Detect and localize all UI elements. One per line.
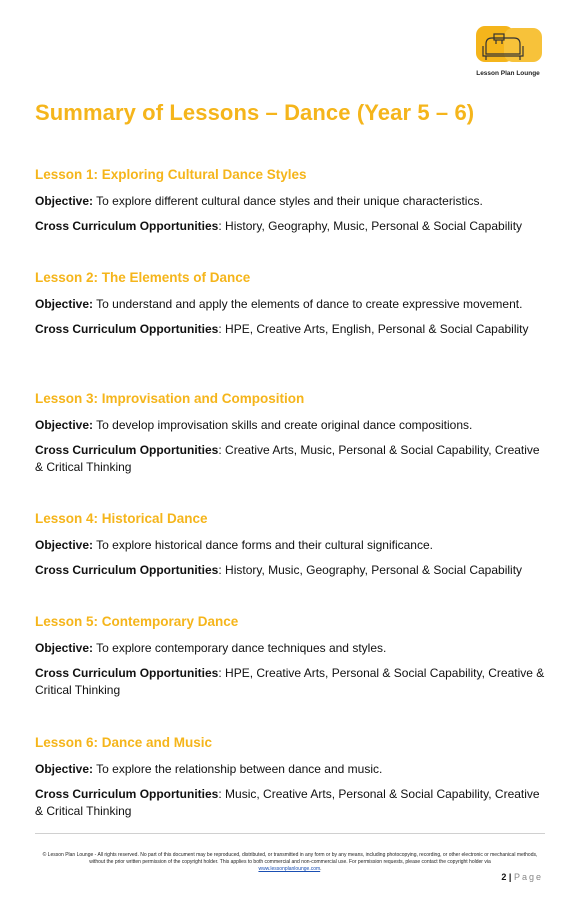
- lesson-cross-curriculum: Cross Curriculum Opportunities: History, Music, Geography, Personal & Social Capability: [35, 563, 523, 577]
- lesson-2: [35, 270, 545, 346]
- lesson-cross-curriculum: Cross Curriculum Opportunities: HPE, Creative Arts, Personal & Social Capability, Creative & Critical Thinking: [35, 666, 545, 697]
- lesson-objective: Objective: To explore the relationship between dance and music.: [35, 762, 383, 776]
- lesson-cross-curriculum: Cross Curriculum Opportunities: Music, Creative Arts, Personal & Social Capability, Creative & Critical Thinking: [35, 787, 540, 818]
- lesson-objective: Objective: To explore historical dance forms and their cultural significance.: [35, 538, 433, 552]
- page-title: Summary of Lessons – Dance (Year 5 – 6): [35, 100, 475, 125]
- lesson-4: [35, 511, 545, 587]
- footer-divider: [35, 833, 545, 834]
- lesson-heading: Lesson 6: Dance and Music: [35, 735, 213, 750]
- page-number: 2 | Page: [501, 872, 543, 882]
- lesson-objective: Objective: To explore contemporary dance techniques and styles.: [35, 641, 387, 655]
- lesson-cross-curriculum: Cross Curriculum Opportunities: Creative Arts, Music, Personal & Social Capability, Creative & Critical Thinking: [35, 443, 540, 474]
- lesson-heading: Lesson 3: Improvisation and Composition: [35, 391, 305, 406]
- lesson-5: [35, 614, 545, 707]
- lesson-6: [35, 735, 545, 828]
- footer-copyright: © Lesson Plan Lounge - All rights reserved. No part of this document may be reproduced, distributed, or transmitted in any form or by any means, including photocopying, recording, or other electronic or mechanical methods, without the prior written permission of the copyright holder. This applies to both commercial and non-commercial use. For permission requests, please contact the copyright holder via www.lessonplanlounge.com.: [42, 852, 538, 872]
- lesson-3: [35, 391, 545, 484]
- lesson-cross-curriculum: Cross Curriculum Opportunities: History, Geography, Music, Personal & Social Capability: [35, 219, 523, 233]
- lesson-heading: Lesson 5: Contemporary Dance: [35, 614, 239, 629]
- lesson-objective: Objective: To explore different cultural dance styles and their unique characteristics.: [35, 194, 483, 208]
- lesson-objective: Objective: To understand and apply the elements of dance to create expressive movement.: [35, 297, 523, 311]
- logo-caption: Lesson Plan Lounge: [476, 70, 540, 77]
- lesson-cross-curriculum: Cross Curriculum Opportunities: HPE, Creative Arts, English, Personal & Social Capability: [35, 322, 529, 336]
- lesson-objective: Objective: To develop improvisation skills and create original dance compositions.: [35, 418, 473, 432]
- lesson-heading: Lesson 2: The Elements of Dance: [35, 270, 251, 285]
- lesson-1: [35, 167, 545, 243]
- footer-website-link[interactable]: www.lessonplanlounge.com: [258, 866, 321, 872]
- lesson-heading: Lesson 4: Historical Dance: [35, 511, 208, 526]
- lesson-heading: Lesson 1: Exploring Cultural Dance Styles: [35, 167, 307, 182]
